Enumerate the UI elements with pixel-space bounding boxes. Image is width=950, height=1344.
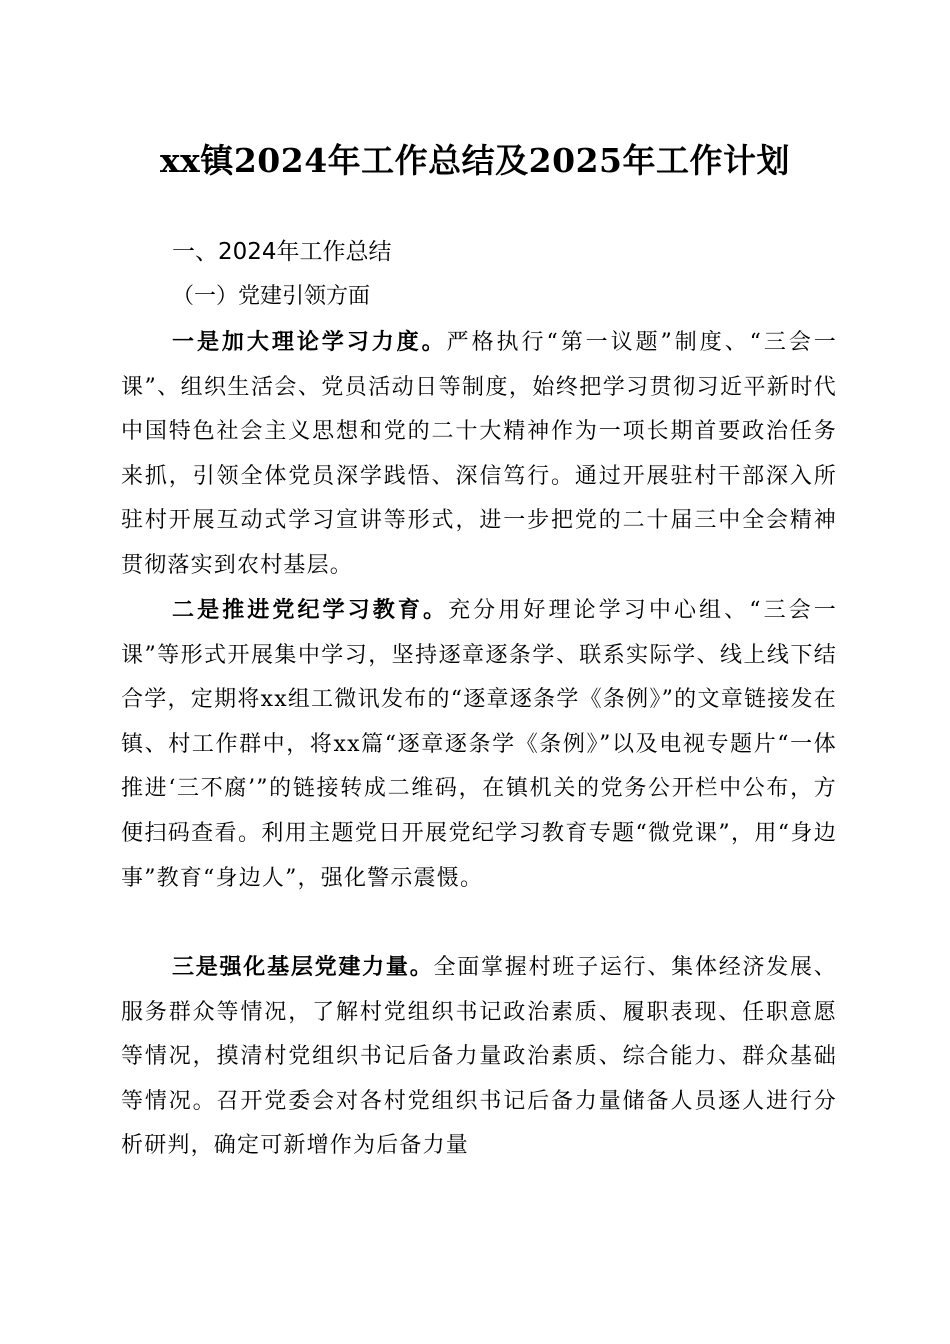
paragraph-body: 全面掌握村班子运行、集体经济发展、服务群众等情况，了解村党组织书记政治素质、履职表现、任职意愿等情况，摸清村党组织书记后备力量政治素质、综合能力、群众基础等情况。召开党委会对各村党组织书记后备力量储备人员逐人进行分析研判，确定可新增作为后备力量 [121,955,838,1159]
paragraph-lead: 三是强化基层党建力量。 [172,954,434,980]
paragraph-body: 严格执行“第一议题”制度、“三会一课”、组织生活会、党员活动日等制度，始终把学习贯彻习近平新时代中国特色社会主义思想和党的二十大精神作为一项长期首要政治任务来抓，引领全体党员深学践悟、深信笃行。通过开展驻村干部深入所驻村开展互动式学习宣讲等形式，进一步把党的二十届三中全会精神贯彻落实到农村基层。 [121,330,837,578]
section-heading: 一、2024年工作总结 [172,239,392,265]
paragraph-lead: 一是加大理论学习力度。 [172,329,447,355]
document-title: xx镇2024年工作总结及2025年工作计划 [159,141,791,180]
paragraph-lead: 二是推进党纪学习教育。 [172,597,449,623]
subsection-heading: （一）党建引领方面 [172,284,371,309]
paragraph-theory-study [121,320,837,589]
paragraph-body: 充分用好理论学习中心组、“三会一课”等形式开展集中学习，坚持逐章逐条学、联系实际学、线上线下结合学，定期将xx组工微讯发布的“逐章逐条学《条例》”的文章链接发在镇、村工作群中，将xx篇“逐章逐条学《条例》”以及电视专题片“一体推进‘三不腐’”的链接转成二维码，在镇机关的党务公开栏中公布，方便扫码查看。利用主题党日开展党纪学习教育专题“微党课”，用“身边事”教育“身边人”，强化警示震慑。 [121,598,837,891]
paragraph-grassroots-strength [121,945,837,1169]
paragraph-discipline-education [121,588,837,901]
